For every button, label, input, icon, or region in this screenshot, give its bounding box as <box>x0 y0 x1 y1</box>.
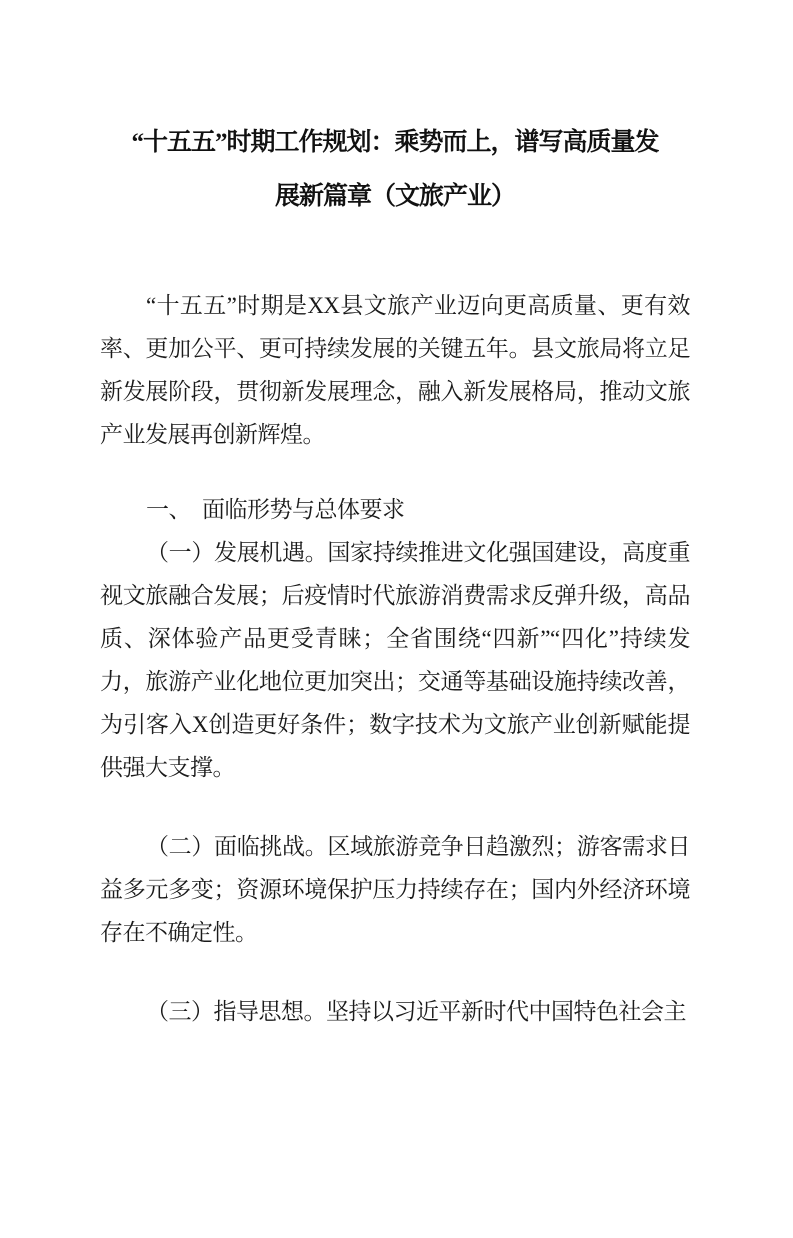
document-title <box>100 116 690 224</box>
document-page <box>0 116 793 1238</box>
paragraph-development-opportunities: （一）发展机遇。国家持续推进文化强国建设，高度重视文旅融合发展；后疫情时代旅游消费需求反弹升级，高品质、深体验产品更受青睐；全省围绕“四新”“四化”持续发力，旅游产业化地位更加突出；交通等基础设施持续改善，为引客入X创造更好条件；数字技术为文旅产业创新赋能提供强大支撑。 <box>100 540 690 780</box>
document-body <box>100 284 690 1033</box>
title-line-1: “十五五”时期工作规划：乘势而上，谱写高质量发 <box>131 129 659 156</box>
section-heading-situation-and-requirements: 一、 面临形势与总体要求 <box>146 497 405 522</box>
paragraph-guiding-ideology: （三）指导思想。坚持以习近平新时代中国特色社会主 <box>146 999 686 1024</box>
paragraph-challenges: （二）面临挑战。区域旅游竞争日趋激烈；游客需求日益多元多变；资源环境保护压力持续存在；国内外经济环境存在不确定性。 <box>100 834 690 945</box>
paragraph-intro: “十五五”时期是XX县文旅产业迈向更高质量、更有效率、更加公平、更可持续发展的关键五年。县文旅局将立足新发展阶段，贯彻新发展理念，融入新发展格局，推动文旅产业发展再创新辉煌。 <box>100 293 690 447</box>
title-line-2: 展新篇章（文旅产业） <box>274 183 515 210</box>
